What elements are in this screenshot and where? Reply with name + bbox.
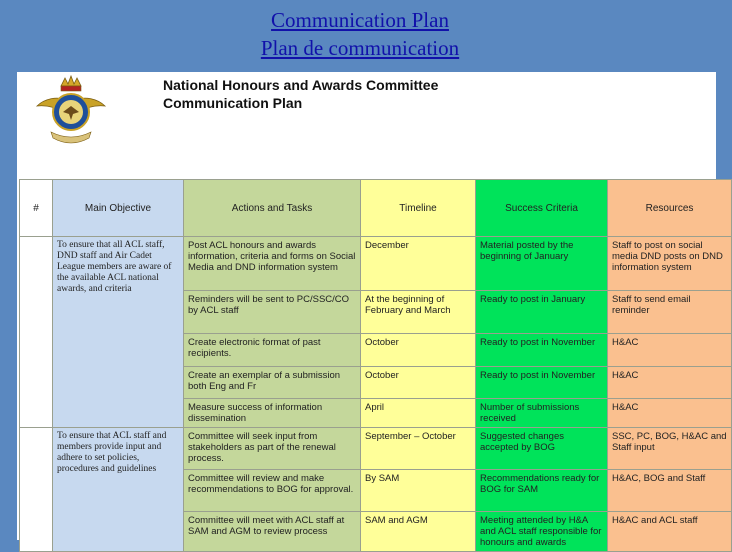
resources-cell: H&AC and ACL staff [608, 512, 732, 552]
success-cell: Suggested changes accepted by BOG [476, 428, 608, 470]
action-cell: Create an exemplar of a submission both Eng and Fr [184, 367, 361, 399]
timeline-cell: At the beginning of February and March [361, 291, 476, 334]
success-cell: Number of submissions received [476, 399, 608, 428]
air-cadet-crest-icon [35, 72, 107, 154]
table-header-row [20, 180, 732, 237]
success-cell: Recommendations ready for BOG for SAM [476, 470, 608, 512]
action-cell: Measure success of information dissemination [184, 399, 361, 428]
header-timeline: Timeline [361, 180, 476, 237]
timeline-cell: October [361, 367, 476, 399]
slide-title-french: Plan de communication [260, 36, 460, 60]
action-cell: Reminders will be sent to PC/SSC/CO by ACL staff [184, 291, 361, 334]
objective-cell: To ensure that all ACL staff, DND staff and Air Cadet League members are aware of the available ACL national awards, and criteria [53, 237, 184, 428]
timeline-cell: October [361, 334, 476, 367]
success-cell: Ready to post in November [476, 367, 608, 399]
action-cell: Create electronic format of past recipients. [184, 334, 361, 367]
table-row [20, 428, 732, 470]
timeline-cell: September – October [361, 428, 476, 470]
action-cell: Post ACL honours and awards information, criteria and forms on Social Media and DND information system [184, 237, 361, 291]
slide-title [0, 6, 720, 62]
communication-plan-table [19, 179, 732, 552]
row-number-cell [20, 237, 53, 428]
header-actions-tasks: Actions and Tasks [184, 180, 361, 237]
timeline-cell: April [361, 399, 476, 428]
row-number-cell [20, 428, 53, 552]
resources-cell: Staff to post on social media DND posts on DND information system [608, 237, 732, 291]
slide-title-english: Communication Plan [271, 8, 449, 32]
table-row [20, 237, 732, 291]
document-heading-line2: Communication Plan [163, 95, 303, 111]
success-cell: Meeting attended by H&A and ACL staff responsible for honours and awards [476, 512, 608, 552]
resources-cell: H&AC, BOG and Staff [608, 470, 732, 512]
resources-cell: H&AC [608, 334, 732, 367]
header-success-criteria: Success Criteria [476, 180, 608, 237]
action-cell: Committee will meet with ACL staff at SAM and AGM to review process [184, 512, 361, 552]
resources-cell: Staff to send email reminder [608, 291, 732, 334]
resources-cell: H&AC [608, 367, 732, 399]
document-heading [163, 76, 438, 112]
success-cell: Material posted by the beginning of January [476, 237, 608, 291]
timeline-cell: December [361, 237, 476, 291]
resources-cell: H&AC [608, 399, 732, 428]
success-cell: Ready to post in January [476, 291, 608, 334]
resources-cell: SSC, PC, BOG, H&AC and Staff input [608, 428, 732, 470]
objective-cell: To ensure that ACL staff and members provide input and adhere to set policies, procedures and guidelines [53, 428, 184, 552]
document-sheet [17, 72, 727, 548]
header-number: # [20, 180, 53, 237]
timeline-cell: SAM and AGM [361, 512, 476, 552]
header-resources: Resources [608, 180, 732, 237]
timeline-cell: By SAM [361, 470, 476, 512]
success-cell: Ready to post in November [476, 334, 608, 367]
document-heading-line1: National Honours and Awards Committee [163, 77, 439, 93]
action-cell: Committee will seek input from stakeholders as part of the renewal process. [184, 428, 361, 470]
header-main-objective: Main Objective [53, 180, 184, 237]
action-cell: Committee will review and make recommendations to BOG for approval. [184, 470, 361, 512]
